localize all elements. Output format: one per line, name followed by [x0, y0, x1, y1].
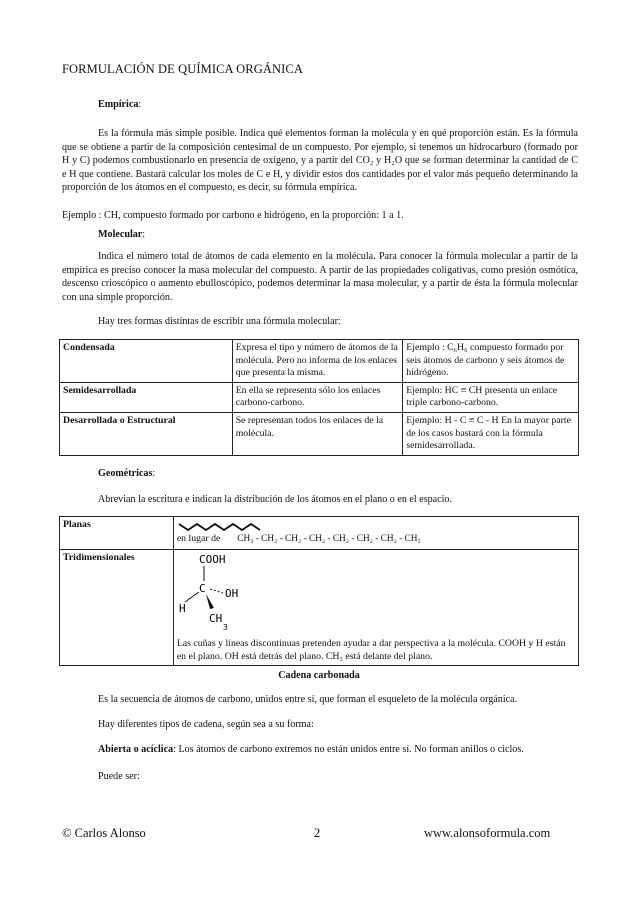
empirica-heading: Empírica: [98, 99, 139, 110]
table-row: [60, 517, 579, 550]
tridimensionales-caption: Las cuñas y líneas discontinuas pretenden ayudar a dar perspectiva a la molécula. COOH y H están en el plano. OH está detrás del plano. CH₃ está delante del plano.: [176, 638, 566, 662]
tridimensionales-label: Tridimensionales: [60, 550, 174, 666]
row-desc: En ella se representa sólo los enlaces carbono-carbono.: [232, 382, 403, 412]
atom-ch: CH: [208, 612, 223, 625]
row-example: Ejemplo: HC ≡ CH presenta un enlace triple carbono-carbono.: [403, 382, 579, 412]
row-name: Semidesarrollada: [60, 382, 233, 412]
table-row: [60, 382, 579, 412]
planas-cell: [173, 517, 578, 550]
cadena-paragraph-2: Hay diferentes tipos de cadena, según sea a su forma:: [98, 719, 314, 730]
row-desc: Expresa el tipo y número de átomos de la molécula. Pero no informa de los enlaces que presenta la misma.: [232, 340, 403, 383]
molecular-colon: :: [142, 229, 146, 240]
row-example: Ejemplo: H - C ≡ C - H En la mayor parte de los casos bastará con la fórmula semidesarrollada.: [403, 412, 579, 455]
geometric-formulas-table: [59, 516, 579, 666]
atom-c: C: [198, 582, 206, 595]
cadena-paragraph-1: Es la secuencia de átomos de carbono, unidos entre sí, que forman el esqueleto de la molécula orgánica.: [98, 694, 518, 705]
row-example: Ejemplo : C₆H₆ compuesto formado por seis átomos de carbono y seis átomos de hidrógeno.: [403, 340, 579, 383]
abierta-label: Abierta o acíclica: [98, 744, 174, 755]
formula-types-table: [59, 339, 579, 456]
cadena-puede: Puede ser:: [98, 771, 140, 782]
empirica-heading-line: [98, 99, 141, 110]
table-row: [60, 340, 579, 383]
geometricas-heading: Geométricas: [98, 468, 153, 479]
zigzag-chain-icon: [177, 519, 267, 533]
molecular-heading-line: [98, 229, 145, 240]
molecular-intro: Hay tres formas distintas de escribir una fórmula molecular:: [98, 316, 341, 327]
row-desc: Se representan todos los enlaces de la molécula.: [232, 412, 403, 455]
atom-cooh: COOH: [198, 553, 226, 566]
planas-lugar: en lugar de: [176, 533, 221, 544]
planas-formula: CH₃ - CH₂ - CH₂ - CH₂ - CH₂ - CH₂ - CH₂ - CH₃: [237, 534, 421, 544]
molecule-3d-drawing: [177, 552, 287, 634]
tridimensionales-cell: [173, 550, 578, 666]
footer-website: www.alonsoformula.com: [424, 826, 551, 840]
planas-label: Planas: [60, 517, 174, 550]
molecular-paragraph: Indica el número total de átomos de cada elemento en la molécula. Para conocer la fórmula molecular a partir de la empírica es preciso conocer la masa molecular del compuesto. A partir de las propiedades coligativas, como presión osmótica, descenso crioscópico o aumento ebulloscópico, podemos determinar la masa molecular, y a partir de ésta la fórmula molecular con una simple proporción.: [62, 251, 578, 303]
footer-page-number: 2: [314, 826, 321, 840]
cadena-abierta-line: [98, 744, 524, 755]
empirica-colon: :: [138, 99, 142, 110]
footer-author: © Carlos Alonso: [62, 826, 146, 840]
atom-ch-subscript: 3: [222, 623, 228, 632]
wedge-bond-icon: [206, 594, 214, 609]
abierta-text: : Los átomos de carbono extremos no están unidos entre sí. No forman anillos o ciclos.: [173, 744, 524, 755]
empirica-paragraph: Es la fórmula más simple posible. Indica qué elementos forman la molécula y en qué proporción están. Es la fórmula que se obtiene a partir de la composición centesimal de un compuesto. Por ejemplo, si tenemos un hidrocarburo (formado por H y C) podemos combustionarlo en presencia de oxígeno, y a partir del CO₂ y H₂O que se forman determinar la cantidad de C e H que contiene. Bastará calcular los moles de C e H, y dividir estos dos cantidades por el valor más pequeño determinando la proporción de los átomos en el compuesto, es decir, su fórmula empírica.: [62, 128, 578, 194]
row-name: Condensada: [60, 340, 233, 383]
table-row: [60, 550, 579, 666]
atom-oh: OH: [224, 587, 239, 600]
cadena-heading: Cadena carbonada: [278, 670, 360, 681]
page-title: FORMULACIÓN DE QUÍMICA ORGÁNICA: [62, 62, 303, 76]
geometricas-paragraph: Abrevian la escritura e indican la distribución de los átomos en el plano o en el espacio.: [98, 494, 453, 505]
empirica-example: Ejemplo : CH, compuesto formado por carbono e hidrógeno, en la proporción: 1 a 1.: [62, 210, 404, 221]
row-name: Desarrollada o Estructural: [60, 412, 233, 455]
geometricas-heading-line: [98, 468, 155, 479]
molecular-heading: Molecular: [98, 229, 143, 240]
atom-h: H: [178, 602, 186, 615]
table-row: [60, 412, 579, 455]
geometricas-colon: :: [152, 468, 156, 479]
planas-text-line: [177, 533, 575, 546]
